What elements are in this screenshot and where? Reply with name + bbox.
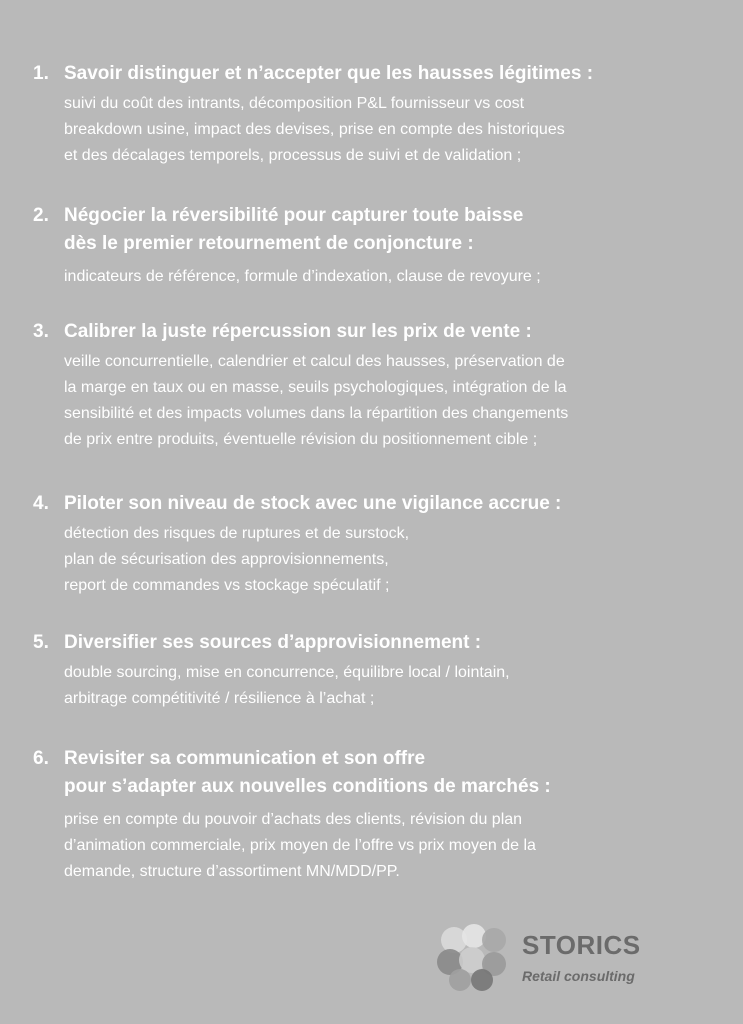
logo-tagline: Retail consulting	[522, 968, 635, 984]
item-title: Négocier la réversibilité pour capturer toute baisse dès le premier retournement de conjoncture :	[64, 205, 524, 254]
item-body: détection des risques de ruptures et de surstock, plan de sécurisation des approvisionnements, report de commandes vs stockage spéculatif ;	[64, 525, 410, 594]
logo-circles-icon	[436, 922, 516, 992]
item-number: 6.	[33, 748, 49, 769]
item-number: 2.	[33, 205, 49, 226]
item-title: Revisiter sa communication et son offre pour s’adapter aux nouvelles conditions de marchés :	[64, 748, 551, 797]
storics-logo	[436, 922, 656, 992]
item-body: suivi du coût des intrants, décomposition P&L fournisseur vs cost breakdown usine, impact des devises, prise en compte des historiques et des décalages temporels, processus de suivi et de validation ;	[64, 95, 565, 164]
item-number: 3.	[33, 321, 49, 342]
item-title: Piloter son niveau de stock avec une vigilance accrue :	[64, 493, 562, 514]
item-title: Diversifier ses sources d’approvisionnement :	[64, 632, 482, 653]
item-title: Savoir distinguer et n’accepter que les hausses légitimes :	[64, 63, 594, 84]
item-body: prise en compte du pouvoir d’achats des clients, révision du plan d’animation commerciale, prix moyen de l’offre vs prix moyen de la demande, structure d’assortiment MN/MDD/PP.	[64, 811, 536, 880]
item-body: veille concurrentielle, calendrier et calcul des hausses, préservation de la marge en taux ou en masse, seuils psychologiques, intégration de la sensibilité et des impacts volumes dans la répartition des changements de prix entre produits, éventuelle révision du positionnement cible ;	[64, 353, 569, 448]
item-body: double sourcing, mise en concurrence, équilibre local / lointain, arbitrage compétitivité / résilience à l’achat ;	[64, 664, 510, 707]
item-number: 5.	[33, 632, 49, 653]
item-title: Calibrer la juste répercussion sur les prix de vente :	[64, 321, 532, 342]
item-number: 4.	[33, 493, 49, 514]
item-body: indicateurs de référence, formule d’indexation, clause de revoyure ;	[64, 268, 541, 285]
logo-name: STORICS	[522, 930, 641, 960]
item-number: 1.	[33, 63, 49, 84]
